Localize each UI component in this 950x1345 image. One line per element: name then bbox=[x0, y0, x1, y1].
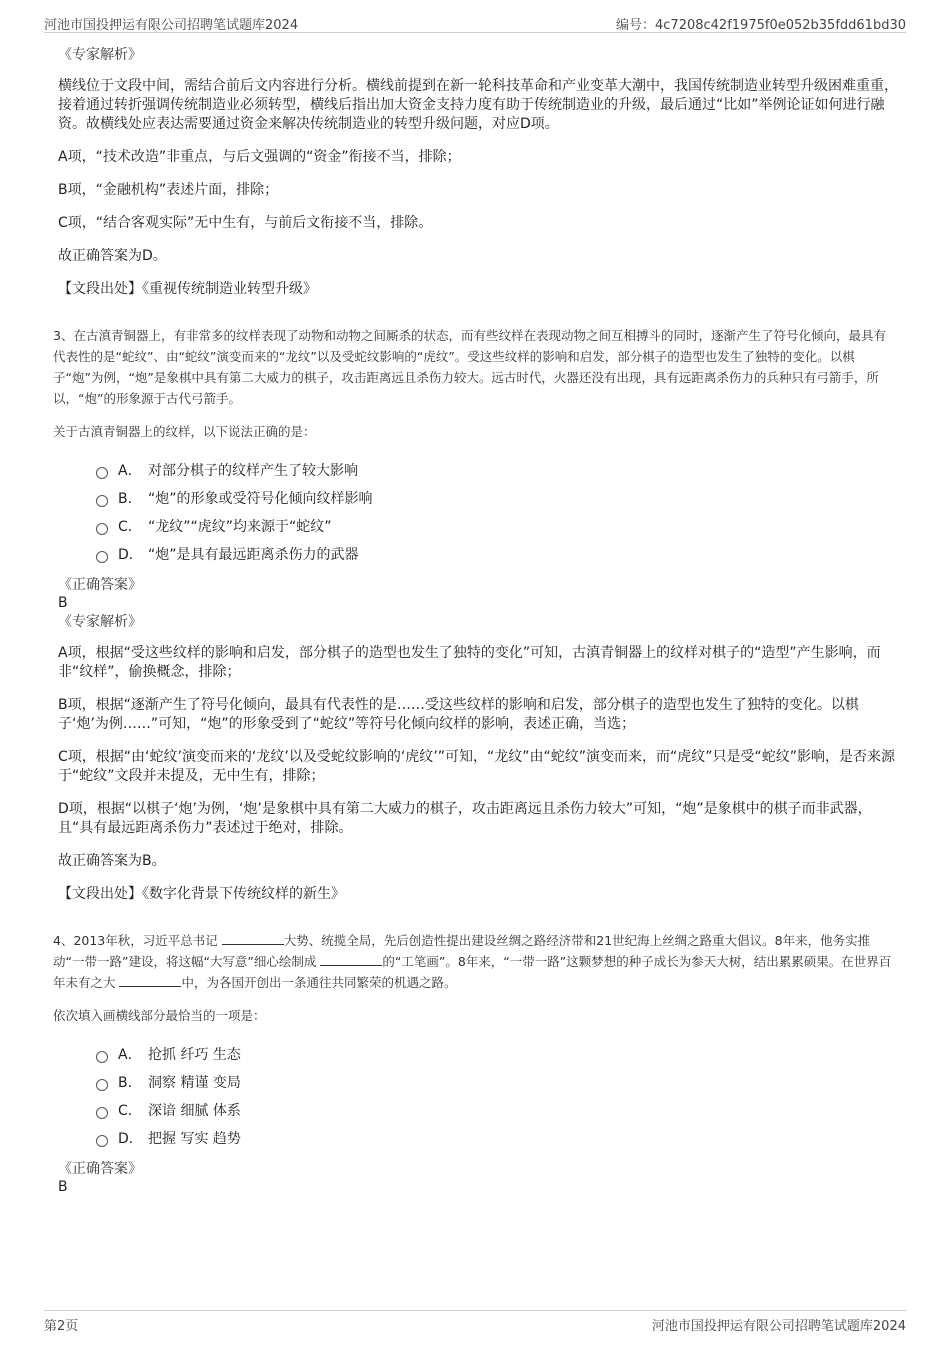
fill-blank bbox=[119, 974, 181, 987]
q4-option-d[interactable] bbox=[96, 1124, 898, 1152]
header-serial: 编号：4c7208c42f1975f0e052b35fdd61bd30 bbox=[616, 18, 906, 33]
prev-analysis-paragraph: 故正确答案为D。 bbox=[58, 248, 167, 264]
prev-analysis-paragraph: B项，“金融机构”表述片面，排除； bbox=[58, 182, 279, 198]
option-text: 把握 写实 趋势 bbox=[148, 1131, 241, 1147]
q3-option-d[interactable] bbox=[96, 540, 898, 568]
option-text: “龙纹”“虎纹”均来源于“蛇纹” bbox=[148, 519, 332, 535]
fill-blank bbox=[320, 953, 382, 966]
prev-source: 【文段出处】《重视传统制造业转型升级》 bbox=[58, 281, 317, 297]
q4-stem-part: 4、2013年秋，习近平总书记 bbox=[53, 933, 222, 948]
q4-option-c[interactable] bbox=[96, 1096, 898, 1124]
prev-analysis-paragraph: 横线位于文段中间，需结合前后文内容进行分析。横线前提到在新一轮科技革命和产业变革大潮中，我国传统制造业转型升级困难重重，接着通过转折强调传统制造业必须转型，横线后指出加大资金支持力度有助于传统制造业的升级，最后通过“比如”举例论证如何进行融资。故横线处应表达需要通过资金来解决传统制造业的转型升级问题，对应D项。 bbox=[58, 78, 898, 132]
q4-answer: B bbox=[58, 1179, 68, 1195]
q3-option-b[interactable] bbox=[96, 484, 898, 512]
q4-prompt: 依次填入画横线部分最恰当的一项是： bbox=[53, 1008, 266, 1023]
prev-analysis-paragraph: A项，“技术改造”非重点，与后文强调的“资金”衔接不当，排除； bbox=[58, 149, 461, 165]
q3-source: 【文段出处】《数字化背景下传统纹样的新生》 bbox=[58, 886, 345, 902]
q4-stem-part: 中，为各国开创出一条通往共同繁荣的机遇之路。 bbox=[181, 975, 457, 990]
q3-analysis-paragraph: C项，根据“由‘蛇纹’演变而来的‘龙纹’以及受蛇纹影响的‘虎纹’”可知，“龙纹”由“蛇纹”演变而来，而“虎纹”只是受“蛇纹”影响，是否来源于“蛇纹”文段并未提及，无中生有，排除； bbox=[58, 749, 896, 784]
q3-analysis-paragraph: B项，根据“逐渐产生了符号化倾向，最具有代表性的是……受这些纹样的影响和启发，部分棋子的造型也发生了独特的变化。以棋子‘炮’为例……”可知，“炮”的形象受到了“蛇纹”等符号化倾向纹样的影响，表述正确，当选； bbox=[58, 697, 859, 732]
prev-analysis-label: 《专家解析》 bbox=[58, 47, 142, 63]
radio-icon[interactable] bbox=[96, 1135, 108, 1147]
option-letter: A． bbox=[118, 1047, 142, 1063]
option-text: “炮”是具有最远距离杀伤力的武器 bbox=[148, 547, 359, 563]
q4-answer-label: 《正确答案》 bbox=[58, 1161, 142, 1177]
page-number: 第2页 bbox=[44, 1319, 79, 1334]
prev-analysis-paragraph: C项，“结合客观实际”无中生有，与前后文衔接不当，排除。 bbox=[58, 215, 433, 231]
q3-answer-label: 《正确答案》 bbox=[58, 577, 142, 593]
option-text: 深谙 细腻 体系 bbox=[148, 1103, 241, 1119]
q3-prompt: 关于古滇青铜器上的纹样，以下说法正确的是： bbox=[53, 424, 316, 439]
q3-analysis-label: 《专家解析》 bbox=[58, 614, 142, 630]
radio-icon[interactable] bbox=[96, 495, 108, 507]
page-footer bbox=[44, 1310, 906, 1335]
radio-icon[interactable] bbox=[96, 467, 108, 479]
option-letter: B． bbox=[118, 491, 142, 507]
q3-answer: B bbox=[58, 595, 68, 611]
q3-stem: 3、在古滇青铜器上，有非常多的纹样表现了动物和动物之间厮杀的状态，而有些纹样在表现动物之间互相搏斗的同时，逐渐产生了符号化倾向，最具有代表性的是“蛇纹”、由“蛇纹”演变而来的“龙纹”以及受蛇纹影响的“虎纹”。受这些纹样的影响和启发，部分棋子的造型也发生了独特的变化。以棋子“炮”为例，“炮”是象棋中具有第二大威力的棋子，攻击距离远且杀伤力较大。远古时代，火器还没有出现，具有远距离杀伤力的兵种只有弓箭手，所以，“炮”的形象源于古代弓箭手。 bbox=[53, 328, 886, 406]
q3-option-c[interactable] bbox=[96, 512, 898, 540]
document-content bbox=[53, 46, 898, 1197]
q4-option-b[interactable] bbox=[96, 1068, 898, 1096]
q3-analysis-paragraph: A项，根据“受这些纹样的影响和启发，部分棋子的造型也发生了独特的变化”可知，古滇青铜器上的纹样对棋子的“造型”产生影响，而非“纹样”，偷换概念，排除； bbox=[58, 645, 881, 680]
q4-stem-part: 的“工笔画”。8年来，“一带一路”这颗梦想的种子成长为参天大树，结出累累硕果。在世界百年未有之大 bbox=[53, 954, 892, 990]
q4-option-a[interactable] bbox=[96, 1040, 898, 1068]
option-letter: D． bbox=[118, 1131, 143, 1147]
q3-analysis-paragraph: D项，根据“以棋子‘炮’为例，‘炮’是象棋中具有第二大威力的棋子，攻击距离远且杀伤力较大”可知，“炮”是象棋中的棋子而非武器，且“具有最远距离杀伤力”表述过于绝对，排除。 bbox=[58, 801, 872, 836]
footer-title: 河池市国投押运有限公司招聘笔试题库2024 bbox=[651, 1319, 906, 1334]
option-letter: D． bbox=[118, 547, 143, 563]
page-header bbox=[44, 12, 906, 33]
option-text: 对部分棋子的纹样产生了较大影响 bbox=[148, 463, 358, 479]
q3-option-a[interactable] bbox=[96, 456, 898, 484]
radio-icon[interactable] bbox=[96, 523, 108, 535]
q4-stem bbox=[53, 930, 898, 993]
q3-analysis-paragraph: 故正确答案为B。 bbox=[58, 853, 166, 869]
q4-stem-part: 大势、统揽全局，先后创造性提出建设丝绸之路经济带和21世纪海上丝绸之路重大倡议。8年来，他务实推动“一带一路”建设，将这幅“大写意”细心绘制成 bbox=[53, 933, 871, 969]
header-title: 河池市国投押运有限公司招聘笔试题库2024 bbox=[44, 18, 299, 33]
option-text: “炮”的形象或受符号化倾向纹样影响 bbox=[148, 491, 373, 507]
option-letter: C． bbox=[118, 519, 142, 535]
fill-blank bbox=[222, 932, 284, 945]
option-letter: B． bbox=[118, 1075, 142, 1091]
radio-icon[interactable] bbox=[96, 1079, 108, 1091]
option-text: 抢抓 纤巧 生态 bbox=[148, 1047, 241, 1063]
radio-icon[interactable] bbox=[96, 1051, 108, 1063]
option-letter: A． bbox=[118, 463, 142, 479]
option-letter: C． bbox=[118, 1103, 142, 1119]
option-text: 洞察 精谨 变局 bbox=[148, 1075, 241, 1091]
q4-options bbox=[96, 1040, 898, 1152]
radio-icon[interactable] bbox=[96, 1107, 108, 1119]
radio-icon[interactable] bbox=[96, 551, 108, 563]
q3-options bbox=[96, 456, 898, 568]
